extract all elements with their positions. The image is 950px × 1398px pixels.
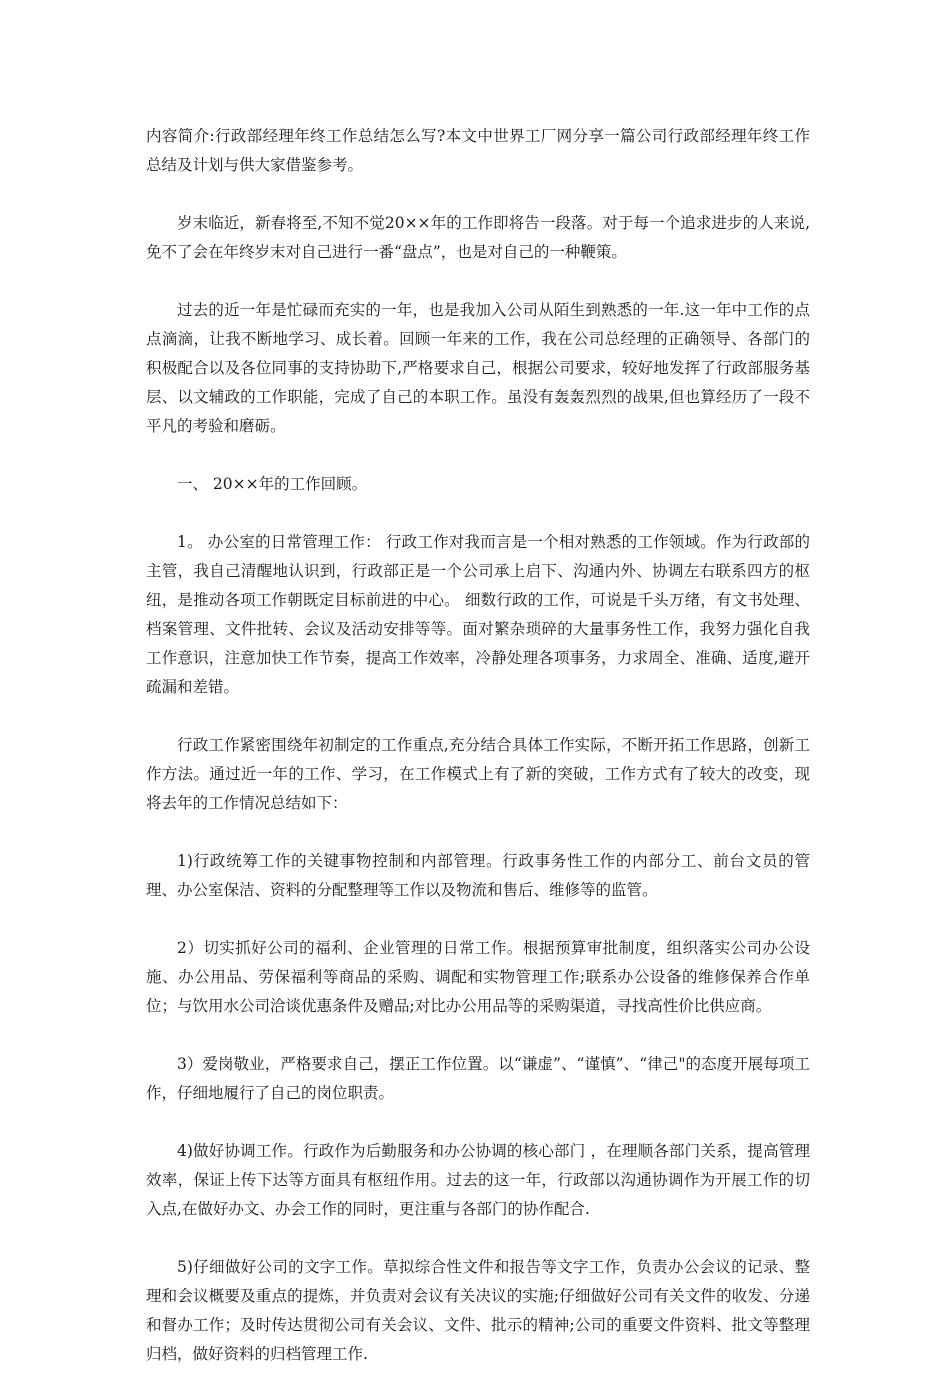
- document-body: [146, 122, 810, 1398]
- paragraph-past-year: 过去的近一年是忙碌而充实的一年，也是我加入公司从陌生到熟悉的一年.这一年中工作的点点滴滴，让我不断地学习、成长着。回顾一年来的工作，我在公司总经理的正确领导、各部门的积极配合以及各位同事的支持协助下,严格要求自己，根据公司要求，较好地发挥了行政部服务基层、以文辅政的工作职能，完成了自己的本职工作。虽没有轰轰烈烈的战果,但也算经历了一段不平凡的考验和磨砺。: [146, 301, 810, 435]
- paragraph-admin-focus: 行政工作紧密围绕年初制定的工作重点,充分结合具体工作实际，不断开拓工作思路，创新工作方法。通过近一年的工作、学习，在工作模式上有了新的突破，工作方式有了较大的改变，现将去年的工作情况总结如下：: [146, 736, 810, 812]
- list-item-5: 5)仔细做好公司的文字工作。草拟综合性文件和报告等文字工作，负责办公会议的记录、整理和会议概要及重点的提炼，并负责对会议有关决议的实施;仔细做好公司有关文件的收发、分递和督办工作；及时传达贯彻公司有关会议、文件、批示的精神;公司的重要文件资料、批文等整理归档，做好资料的归档管理工作.: [146, 1258, 810, 1363]
- section-heading-review: 一、 20××年的工作回顾。: [177, 475, 368, 493]
- list-item-2: 2）切实抓好公司的福利、企业管理的日常工作。根据预算审批制度，组织落实公司办公设施、办公用品、劳保福利等商品的采购、调配和实物管理工作;联系办公设备的维修保养合作单位；与饮用水公司洽谈优惠条件及赠品;对比办公用品等的采购渠道，寻找高性价比供应商。: [146, 939, 810, 1015]
- list-item-1: 1)行政统筹工作的关键事物控制和内部管理。行政事务性工作的内部分工、前台文员的管理、办公室保洁、资料的分配整理等工作以及物流和售后、维修等的监管。: [146, 852, 810, 899]
- paragraph-office-management: 1。 办公室的日常管理工作： 行政工作对我而言是一个相对熟悉的工作领域。作为行政部的主管，我自己清醒地认识到，行政部正是一个公司承上启下、沟通内外、协调左右联系四方的枢纽，是推动各项工作朝既定目标前进的中心。 细数行政的工作，可说是千头万绪，有文书处理、档案管理、文件批转、会议及活动安排等等。面对繁杂琐碎的大量事务性工作，我努力强化自我工作意识，注意加快工作节奏，提高工作效率，冷静处理各项事务，力求周全、准确、适度,避开疏漏和差错。: [146, 533, 810, 696]
- paragraph-year-end: 岁末临近，新春将至,不知不觉20××年的工作即将告一段落。对于每一个追求进步的人来说,免不了会在年终岁末对自己进行一番“盘点”，也是对自己的一种鞭策。: [146, 214, 810, 261]
- list-item-3: 3）爱岗敬业，严格要求自己，摆正工作位置。以“谦虚”、“谨慎”、“律己"的态度开展每项工作，仔细地履行了自己的岗位职责。: [146, 1055, 810, 1102]
- list-item-4: 4)做好协调工作。行政作为后勤服务和办公协调的核心部门 ，在理顺各部门关系，提高管理效率，保证上传下达等方面具有枢纽作用。过去的这一年，行政部以沟通协调作为开展工作的切入点,在做好办文、办会工作的同时，更注重与各部门的协作配合.: [146, 1142, 810, 1218]
- paragraph-intro: 内容简介:行政部经理年终工作总结怎么写?本文中世界工厂网分享一篇公司行政部经理年终工作总结及计划与供大家借鉴参考。: [146, 127, 810, 174]
